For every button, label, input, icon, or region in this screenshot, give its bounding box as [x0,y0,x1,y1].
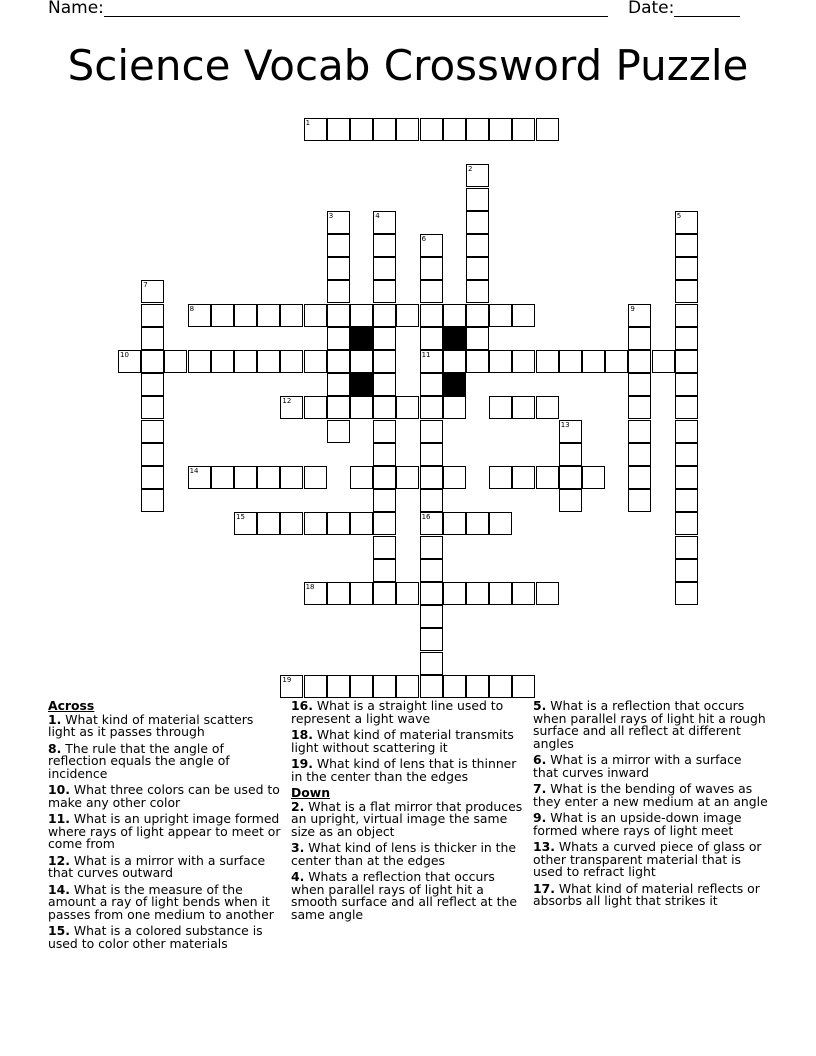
grid-cell[interactable] [536,582,559,605]
grid-cell[interactable] [304,582,327,605]
grid-cell[interactable] [559,489,582,512]
cell-number: 15 [236,513,245,522]
clue-text: What kind of lens is thicker in the center than at the edges [291,840,517,868]
grid-cell[interactable] [304,512,327,535]
clue-text: What is the measure of the amount a ray of light bends when it passes from one medium to another [48,881,274,922]
grid-cell[interactable] [675,582,698,605]
grid-cell[interactable] [373,443,396,466]
down-heading: Down [291,785,331,800]
clue-text: What is a colored substance is used to color other materials [48,923,263,951]
grid-cell[interactable] [443,466,466,489]
page-title: Science Vocab Crossword Puzzle [67,41,749,90]
grid-cell[interactable] [396,118,419,141]
across-heading: Across [48,698,95,713]
grid-cell[interactable] [466,327,489,350]
clue-text: What kind of lens that is thinner in the center than the edges [291,756,517,784]
grid-cell[interactable] [373,118,396,141]
grid-cell[interactable] [559,443,582,466]
grid-cell[interactable] [257,304,280,327]
grid-cell[interactable] [420,234,443,257]
clue-text: The rule that the angle of reflection equals the angle of incidence [48,740,230,781]
clue-number: 9. [533,810,547,825]
clue-number: 11. [48,811,70,826]
grid-cell[interactable] [675,234,698,257]
grid-cell[interactable] [512,118,535,141]
grid-cell[interactable] [628,327,651,350]
grid-cell[interactable] [559,350,582,373]
clues-column-1 [48,700,284,954]
grid-cell[interactable] [466,257,489,280]
grid-cell[interactable] [188,466,211,489]
grid-cell[interactable] [280,350,303,373]
grid-cell[interactable] [188,350,211,373]
grid-cell[interactable] [489,350,512,373]
clue [533,754,769,779]
cell-number: 3 [328,211,334,220]
grid-cell[interactable] [420,373,443,396]
grid-cell[interactable] [628,466,651,489]
grid-cell[interactable] [512,582,535,605]
grid-cell[interactable] [234,466,257,489]
grid-cell[interactable] [420,304,443,327]
grid-cell[interactable] [188,304,211,327]
clue-number: 3. [291,840,305,855]
grid-cell[interactable] [466,188,489,211]
grid-cell[interactable] [350,466,373,489]
clues-column-2 [291,700,527,925]
grid-cell[interactable] [420,675,443,698]
grid-cell[interactable] [141,327,164,350]
grid-cell[interactable] [350,304,373,327]
clue-number: 14. [48,881,70,897]
clue-number: 12. [48,852,70,868]
grid-cell[interactable] [350,350,373,373]
grid-cell[interactable] [280,466,303,489]
clue [48,711,284,739]
grid-cell[interactable] [280,396,303,419]
clue [533,812,769,837]
grid-cell[interactable] [420,257,443,280]
grid-cell[interactable] [466,350,489,373]
grid-cell[interactable] [466,280,489,303]
black-cell [350,327,373,350]
grid-cell[interactable] [652,350,675,373]
cell-number: 14 [189,467,199,475]
grid-cell[interactable] [327,280,350,303]
grid-cell[interactable] [489,466,512,489]
date-label: Date: [628,0,675,18]
grid-cell[interactable] [420,280,443,303]
clue-number: 19. [291,756,313,771]
clue-text: What kind of material scatters light as it passes through [48,711,254,739]
cell-number: 2 [468,165,473,174]
grid-cell[interactable] [559,420,582,443]
clue [291,871,527,921]
grid-cell[interactable] [350,118,373,141]
grid-cell[interactable] [396,396,419,419]
clue [533,880,769,908]
grid-cell[interactable] [628,443,651,466]
grid-cell[interactable] [327,304,350,327]
grid-cell[interactable] [536,466,559,489]
grid-cell[interactable] [512,396,535,419]
grid-cell[interactable] [628,350,651,373]
grid-cell[interactable] [257,466,280,489]
clue-text: What is a mirror with a surface that curves outward [48,852,266,880]
grid-cell[interactable] [628,304,651,327]
clue-text: What kind of material reflects or absorbs all light that strikes it [533,880,760,908]
grid-cell[interactable] [211,466,234,489]
clue-number: 5. [533,698,547,713]
grid-cell[interactable] [675,420,698,443]
grid-cell[interactable] [304,350,327,373]
grid-cell[interactable] [141,466,164,489]
grid-cell[interactable] [466,164,489,187]
grid-cell[interactable] [373,512,396,535]
clue-number: 10. [48,782,70,797]
grid-cell[interactable] [373,396,396,419]
grid-cell[interactable] [466,675,489,698]
grid-cell[interactable] [373,304,396,327]
black-cell [443,327,466,350]
grid-cell[interactable] [605,350,628,373]
grid-cell[interactable] [675,443,698,466]
clue [48,852,284,880]
grid-cell[interactable] [489,118,512,141]
grid-cell[interactable] [512,350,535,373]
grid-cell[interactable] [304,118,327,141]
grid-cell[interactable] [675,466,698,489]
grid-cell[interactable] [443,512,466,535]
grid-cell[interactable] [141,420,164,443]
clue [48,813,284,851]
grid-cell[interactable] [373,211,396,234]
clue-number: 4. [291,869,305,884]
grid-cell[interactable] [304,396,327,419]
clue-text: Whats a curved piece of glass or other transparent material that is used to refract light [533,839,762,879]
cell-number: 16 [421,513,431,522]
clue-text: What is an upside-down image formed where rays of light meet [533,810,742,838]
grid-cell[interactable] [420,396,443,419]
clue-number: 1. [48,711,62,727]
grid-cell[interactable] [420,652,443,675]
grid-cell[interactable] [628,373,651,396]
grid-cell[interactable] [141,350,164,373]
grid-cell[interactable] [420,466,443,489]
clue-number: 6. [533,752,547,767]
grid-cell[interactable] [675,559,698,582]
grid-cell[interactable] [675,489,698,512]
clue [48,740,284,781]
clue-number: 13. [533,839,555,854]
grid-cell[interactable] [420,327,443,350]
grid-cell[interactable] [373,257,396,280]
grid-cell[interactable] [420,420,443,443]
grid-cell[interactable] [489,396,512,419]
grid-cell[interactable] [489,582,512,605]
grid-cell[interactable] [675,536,698,559]
grid-cell[interactable] [675,373,698,396]
black-cell [350,373,373,396]
grid-cell[interactable] [675,280,698,303]
grid-cell[interactable] [420,628,443,651]
grid-cell[interactable] [443,396,466,419]
name-label: Name: [48,0,104,18]
grid-cell[interactable] [350,512,373,535]
grid-cell[interactable] [396,675,419,698]
clue-number: 16. [291,698,313,713]
grid-cell[interactable] [443,118,466,141]
grid-cell[interactable] [327,350,350,373]
grid-cell[interactable] [536,350,559,373]
grid-cell[interactable] [466,234,489,257]
grid-cell[interactable] [373,489,396,512]
cell-number: 8 [189,304,195,313]
grid-cell[interactable] [327,327,350,350]
clue-number: 2. [291,798,305,814]
grid-cell[interactable] [420,443,443,466]
grid-cell[interactable] [327,675,350,698]
clue [533,783,769,808]
grid-cell[interactable] [141,443,164,466]
grid-cell[interactable] [396,304,419,327]
clue-number: 7. [533,781,547,796]
clue [291,729,527,754]
clue-text: What kind of material transmits light without scattering it [291,727,514,755]
grid-cell[interactable] [675,512,698,535]
grid-cell[interactable] [304,304,327,327]
grid-cell[interactable] [257,350,280,373]
grid-cell[interactable] [211,350,234,373]
clue [291,700,527,725]
clue-number: 8. [48,740,62,756]
clue-text: What three colors can be used to make any other color [48,782,280,810]
grid-cell[interactable] [628,420,651,443]
grid-cell[interactable] [304,675,327,698]
grid-cell[interactable] [512,304,535,327]
cell-number: 9 [630,304,635,313]
clue-text: What is a straight line used to represent a light wave [291,698,504,726]
grid-cell[interactable] [327,257,350,280]
grid-cell[interactable] [628,489,651,512]
clue-number: 18. [291,727,313,742]
grid-cell[interactable] [257,512,280,535]
grid-cell[interactable] [373,582,396,605]
grid-cell[interactable] [466,512,489,535]
cell-number: 11 [421,351,431,359]
grid-cell[interactable] [675,211,698,234]
clue-text: What is a reflection that occurs when parallel rays of light hit a rough surface and all reflect at different angles [533,698,766,751]
grid-cell[interactable] [420,582,443,605]
clue-number: 17. [533,880,555,896]
grid-cell[interactable] [675,327,698,350]
grid-cell[interactable] [141,373,164,396]
clue-text: What is a flat mirror that produces an upright, virtual image the same size as an object [291,798,523,839]
grid-cell[interactable] [118,350,141,373]
grid-cell[interactable] [141,304,164,327]
grid-cell[interactable] [141,396,164,419]
grid-cell[interactable] [420,536,443,559]
clue [48,784,284,809]
clue [291,758,527,783]
grid-cell[interactable] [466,582,489,605]
grid-cell[interactable] [628,396,651,419]
grid-cell[interactable] [489,304,512,327]
grid-cell[interactable] [211,304,234,327]
grid-cell[interactable] [327,373,350,396]
grid-cell[interactable] [373,559,396,582]
grid-cell[interactable] [420,559,443,582]
cell-number: 1 [305,119,311,127]
grid-cell[interactable] [280,512,303,535]
grid-cell[interactable] [396,466,419,489]
cell-number: 13 [560,420,570,429]
clue-text: What is a mirror with a surface that curves inward [533,752,742,780]
grid-cell[interactable] [420,489,443,512]
cell-number: 4 [375,211,380,220]
grid-cell[interactable] [234,512,257,535]
grid-cell[interactable] [373,373,396,396]
cell-number: 19 [282,675,292,684]
grid-cell[interactable] [373,234,396,257]
clue-text: What is an upright image formed where rays of light appear to meet or come from [48,811,281,851]
grid-cell[interactable] [280,304,303,327]
grid-cell[interactable] [443,304,466,327]
grid-cell[interactable] [420,512,443,535]
grid-cell[interactable] [512,675,535,698]
cell-number: 7 [143,281,148,290]
grid-cell[interactable] [373,327,396,350]
clue [291,842,527,867]
cell-number: 6 [421,235,427,243]
grid-cell[interactable] [396,582,419,605]
clue [533,841,769,879]
grid-cell[interactable] [280,675,303,698]
clue [291,798,527,839]
grid-cell[interactable] [443,675,466,698]
clue-text: What is the bending of waves as they enter a new medium at an angle [533,781,768,809]
grid-cell[interactable] [141,280,164,303]
grid-cell[interactable] [327,582,350,605]
grid-cell[interactable] [234,304,257,327]
clue [48,925,284,950]
cell-number: 12 [282,397,292,406]
grid-cell[interactable] [420,605,443,628]
grid-cell[interactable] [350,675,373,698]
grid-cell[interactable] [327,420,350,443]
grid-cell[interactable] [536,396,559,419]
grid-cell[interactable] [373,420,396,443]
grid-cell[interactable] [466,211,489,234]
grid-cell[interactable] [373,350,396,373]
grid-cell[interactable] [675,304,698,327]
grid-cell[interactable] [443,350,466,373]
grid-cell[interactable] [327,211,350,234]
grid-cell[interactable] [373,536,396,559]
grid-cell[interactable] [164,350,187,373]
grid-cell[interactable] [675,350,698,373]
grid-cell[interactable] [536,118,559,141]
grid-cell[interactable] [304,466,327,489]
grid-cell[interactable] [327,512,350,535]
cell-number: 18 [305,583,315,591]
grid-cell[interactable] [420,350,443,373]
grid-cell[interactable] [373,675,396,698]
clues-column-3 [533,700,769,912]
grid-cell[interactable] [489,675,512,698]
black-cell [443,373,466,396]
grid-cell[interactable] [373,466,396,489]
grid-cell[interactable] [141,489,164,512]
grid-cell[interactable] [582,350,605,373]
clue-text: Whats a reflection that occurs when parallel rays of light hit a smooth surface and all reflect at the same angle [291,869,517,922]
grid-cell[interactable] [582,466,605,489]
grid-cell[interactable] [466,118,489,141]
grid-cell[interactable] [327,396,350,419]
grid-cell[interactable] [327,234,350,257]
grid-cell[interactable] [675,396,698,419]
cell-number: 10 [120,351,129,359]
grid-cell[interactable] [443,582,466,605]
cell-number: 5 [676,211,682,220]
grid-cell[interactable] [675,257,698,280]
grid-cell[interactable] [234,350,257,373]
grid-cell[interactable] [489,512,512,535]
grid-cell[interactable] [512,466,535,489]
grid-cell[interactable] [559,466,582,489]
grid-cell[interactable] [350,582,373,605]
grid-cell[interactable] [350,396,373,419]
clue [533,700,769,750]
grid-cell[interactable] [327,118,350,141]
clue [48,881,284,922]
grid-cell[interactable] [373,280,396,303]
grid-cell[interactable] [466,304,489,327]
clue-number: 15. [48,923,70,938]
grid-cell[interactable] [420,118,443,141]
